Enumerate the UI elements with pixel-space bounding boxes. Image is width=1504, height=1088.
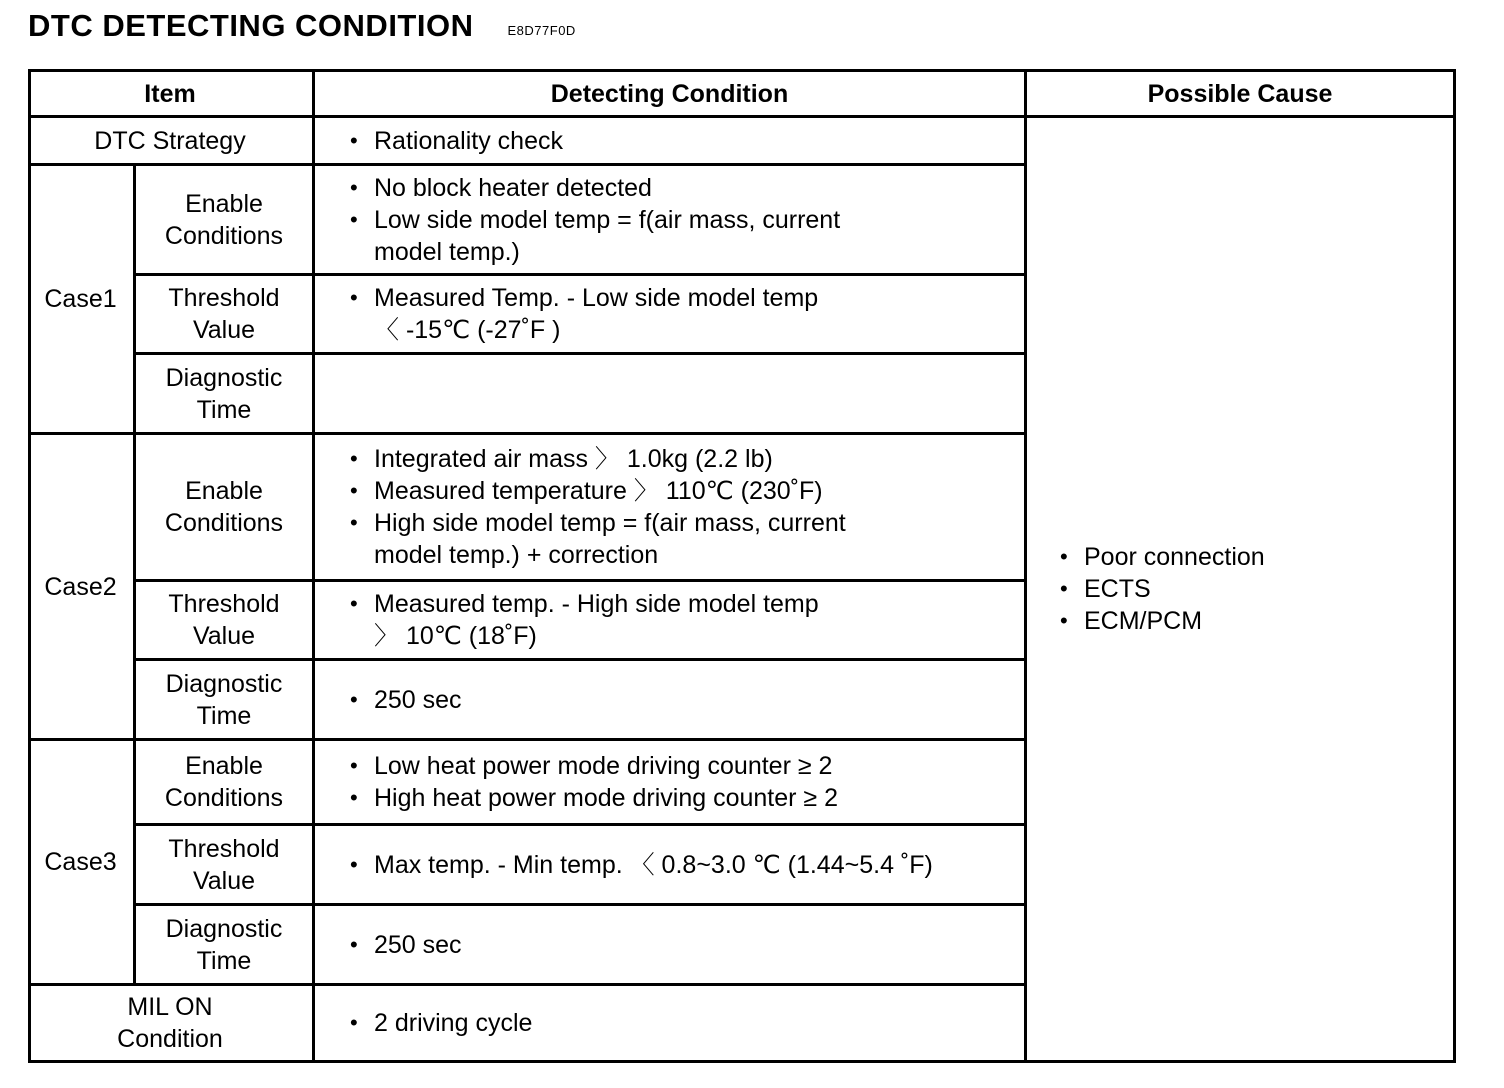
case2-diagnostic-label: Diagnostic Time (165, 669, 283, 730)
case1-label: Case1 (44, 285, 117, 313)
possible-causes (1056, 118, 1446, 1060)
condition-bullet: • Integrated air mass 〉 1.0kg (2.2 lb) (346, 443, 846, 475)
case1-enable-conditions (346, 166, 1016, 273)
case2-enable-label: Enable Conditions (164, 477, 284, 537)
diagnostic-bullet: • 250 sec (346, 929, 462, 961)
case2-enable-conditions (346, 435, 1016, 579)
case1-diagnostic-label: Diagnostic Time (165, 363, 283, 424)
threshold-bullet: • Max temp. - Min temp. 〈 0.8~3.0 ℃ (1.44~5.4 ˚F) (346, 849, 933, 881)
dtc-strategy-value (346, 118, 1016, 163)
diagnostic-bullet: • 250 sec (346, 684, 462, 716)
condition-bullet: • No block heater detected (346, 172, 840, 204)
case3-diagnostic-label: Diagnostic Time (165, 914, 283, 975)
cause-bullet: • ECM/PCM (1056, 605, 1265, 637)
cause-bullet: • Poor connection (1056, 541, 1265, 573)
page-header (28, 8, 576, 44)
case3-threshold-label: Threshold Value (168, 834, 280, 895)
threshold-bullet: • Measured temp. - High side model temp (346, 588, 819, 620)
condition-bullet: • Measured temperature 〉 110℃ (230˚F) (346, 475, 846, 507)
case3-enable-conditions (346, 741, 1016, 823)
case3-label: Case3 (44, 848, 117, 876)
mil-bullet: • 2 driving cycle (346, 1007, 532, 1039)
case1-diagnostic-time (346, 355, 1016, 432)
dtc-condition-table (28, 69, 1456, 1063)
case1-threshold-value (346, 276, 1016, 352)
threshold-continuation: 〈 -15℃ (-27˚F ) (374, 316, 561, 344)
mil-on-label: MIL ON Condition (117, 993, 223, 1053)
header-item: Item (144, 79, 196, 108)
case1-threshold-label: Threshold Value (168, 284, 280, 344)
case3-threshold-value (346, 826, 1016, 903)
condition-continuation: model temp.) + correction (374, 541, 659, 569)
page-title: DTC DETECTING CONDITION (28, 8, 474, 43)
condition-bullet: • Low side model temp = f(air mass, current (346, 204, 840, 236)
case3-diagnostic-time (346, 906, 1016, 983)
dtc-strategy-label: DTC Strategy (94, 126, 246, 155)
cause-bullet: • ECTS (1056, 573, 1265, 605)
case2-label: Case2 (44, 572, 117, 601)
case1-enable-label: Enable Conditions (164, 189, 284, 250)
mil-on-value (346, 986, 1016, 1060)
threshold-bullet: • Measured Temp. - Low side model temp (346, 282, 818, 314)
header-detecting-condition: Detecting Condition (550, 79, 789, 108)
header-possible-cause: Possible Cause (1147, 79, 1333, 108)
condition-bullet: • High side model temp = f(air mass, current (346, 507, 846, 539)
strategy-bullet: • Rationality check (346, 125, 563, 157)
condition-bullet: • High heat power mode driving counter ≥ 2 (346, 782, 838, 814)
case2-diagnostic-time (346, 661, 1016, 738)
condition-continuation: model temp.) (374, 237, 520, 266)
case2-threshold-value (346, 582, 1016, 658)
threshold-continuation: 〉 10℃ (18˚F) (374, 622, 537, 650)
condition-bullet: • Low heat power mode driving counter ≥ 2 (346, 750, 838, 782)
document-code: E8D77F0D (507, 23, 576, 38)
case3-enable-label: Enable Conditions (164, 752, 284, 812)
case2-threshold-label: Threshold Value (168, 590, 280, 650)
